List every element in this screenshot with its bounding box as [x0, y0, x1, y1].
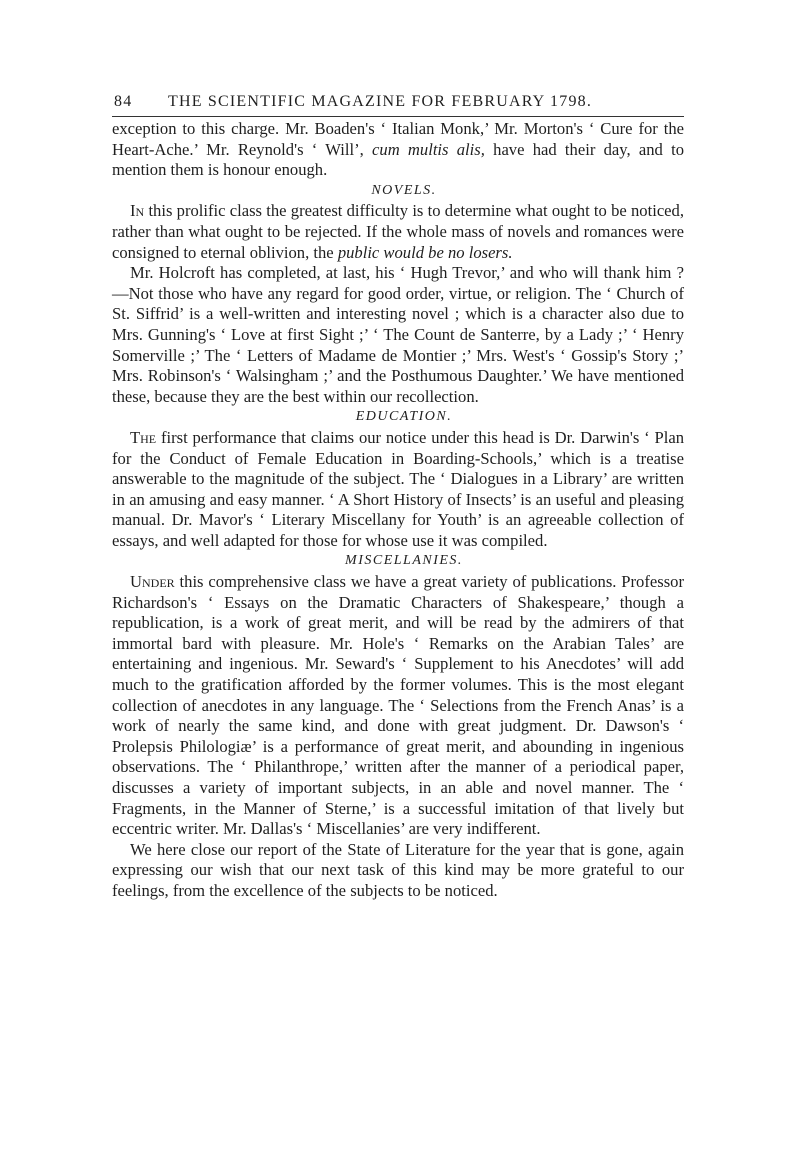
book-page	[112, 88, 684, 918]
section-heading-education: EDUCATION.	[355, 409, 453, 425]
header-rule	[112, 116, 684, 117]
running-header	[112, 88, 684, 116]
paragraph-text: this comprehensive class we have a great variety of publications. Professor Richardson's ‘ Essays on the Dramatic Characters of Shakespeare,’ though a republication, is a work of great merit, and will be read by the admirers of that immortal bard with pleasure. Mr. Hole's ‘ Remarks on the Arabian Tales’ are entertaining and ingenious. Mr. Seward's ‘ Supplement to his Anecdotes’ will add much to the gratification afforded by the former volumes. This is the most elegant collection of anecdotes in any language. The ‘ Selections from the French Anas’ is a work of nearly the same kind, and done with great judgment. Dr. Dawson's ‘ Prolepsis Philologiæ’ is a performance of great merit, and abounding in ingenious observations. The ‘ Philanthrope,’ written after the manner of a periodical paper, discusses a variety of important subjects, in an able and novel manner. The ‘ Fragments, in the Manner of Sterne,’ is a successful imitation of that lively but eccentric writer. Mr. Dallas's ‘ Miscellanies’ are very indifferent.	[112, 572, 684, 839]
paragraph-continuation	[112, 119, 684, 181]
latin-phrase: cum multis alis,	[372, 139, 485, 159]
paragraph-text: have had their day, and to mention them is honour enough.	[112, 139, 685, 180]
bleed-through-marks	[112, 904, 684, 918]
paragraph-text: exception to this charge. Mr. Boaden's ‘ Italian Monk,’ Mr. Morton's ‘ Cure for the Heart-Ache.’ Mr. Reynold's ‘ Will’,	[112, 119, 684, 159]
paragraph-miscellanies	[112, 572, 684, 840]
italic-phrase: public would be no losers.	[337, 242, 513, 262]
paragraph-novels-list: Mr. Holcroft has completed, at last, his ‘ Hugh Trevor,’ and who will thank him ?—Not those who have any regard for good order, virtue, or religion. The ‘ Church of St. Siffrid’ is a well-written and interesting novel ; which is a character also due to Mrs. Gunning's ‘ Love at first Sight ;’ ‘ The Count de Santerre, by a Lady ;’ ‘ Henry Somerville ;’ The ‘ Letters of Madame de Montier ;’ Mrs. West's ‘ Gossip's Story ;’ Mrs. Robinson's ‘ Walsingham ;’ and the Posthumous Daughter.’ We have mentioned these, because they are the best within our recollection.	[112, 263, 684, 406]
section-heading-novels: NOVELS.	[371, 182, 437, 198]
paragraph-text: first performance that claims our notice under this head is Dr. Darwin's ‘ Plan for the Conduct of Female Education in Boarding-Schools,’ which is a treatise answerable to the magnitude of the subject. The ‘ Dialogues in a Library’ are written in an amusing and easy manner. ‘ A Short History of Insects’ is an useful and pleasing manual. Dr. Mavor's ‘ Literary Miscellany for Youth’ is an agreeable collection of essays, and well adapted for those for whose use it was compiled.	[112, 427, 684, 550]
section-heading-miscellanies: MISCELLANIES.	[345, 553, 463, 569]
paragraph-text: this prolific class the greatest difficulty is to determine what ought to be noticed, rather than what ought to be rejected. If the whole mass of novels and romances were consigned to eternal oblivion, the	[112, 201, 684, 262]
lead-word: In	[130, 201, 145, 221]
lead-word: Under	[130, 572, 175, 592]
paragraph-closing: We here close our report of the State of Literature for the year that is gone, again expressing our wish that our next task of this kind may be more grateful to our feelings, from the excellence of the subjects to be noticed.	[112, 839, 684, 900]
page-number: 84	[114, 93, 133, 110]
paragraph-education	[112, 428, 684, 552]
lead-word: The	[130, 427, 157, 447]
running-title: THE SCIENTIFIC MAGAZINE FOR FEBRUARY 1798.	[168, 93, 593, 110]
paragraph-novels-intro	[112, 201, 684, 263]
page-body	[112, 119, 684, 902]
